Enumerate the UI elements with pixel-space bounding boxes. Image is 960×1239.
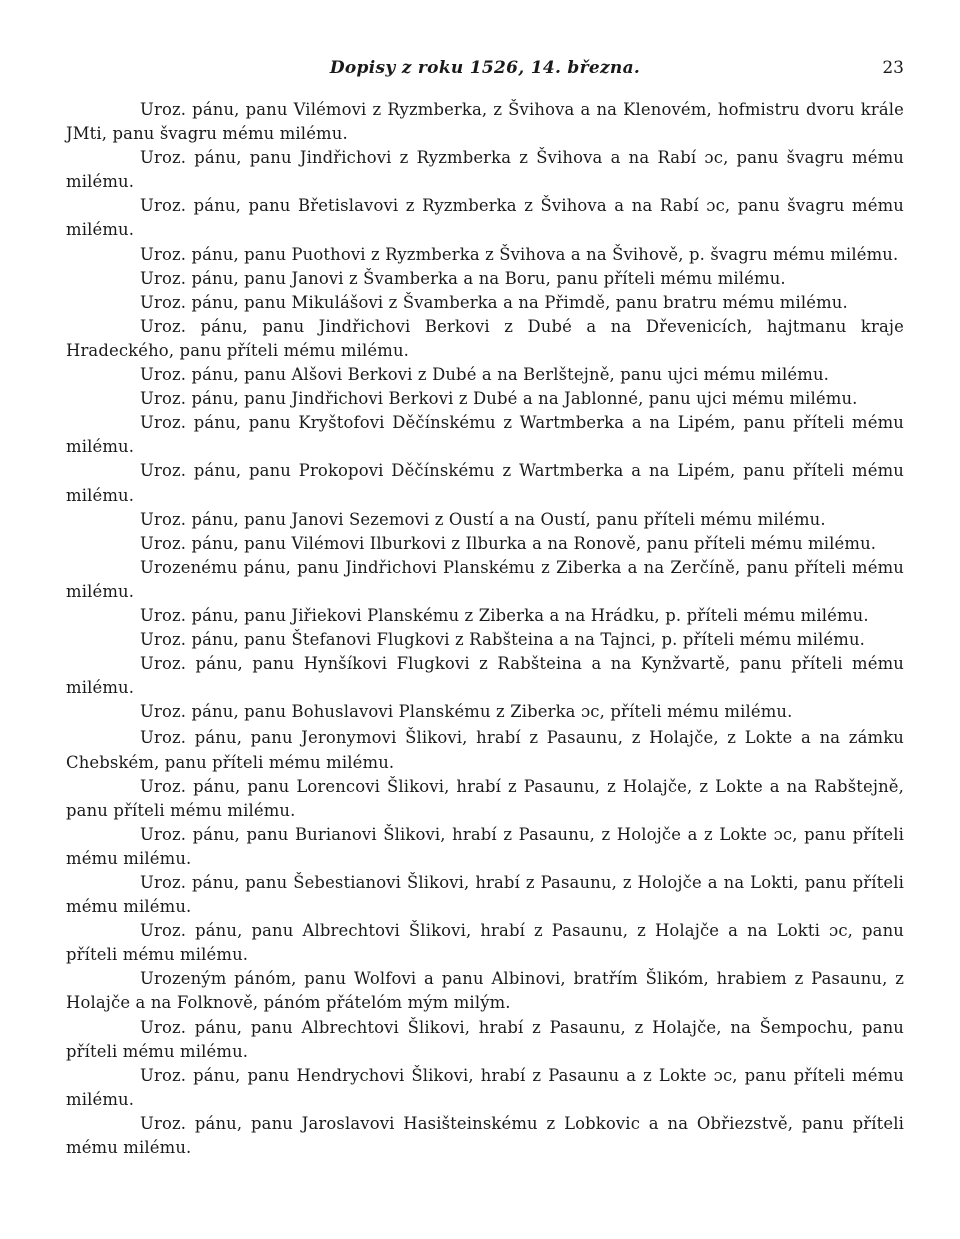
address-entry: Uroz. pánu, panu Jindřichovi z Ryzmberka z Švihova a na Rabí ɔc, panu švagru mému milému.	[66, 148, 904, 192]
address-entry: Uroz. pánu, panu Vilémovi Ilburkovi z Ilburka a na Ronově, panu příteli mému milému.	[140, 533, 877, 553]
address-entry: Uroz. pánu, panu Jiřiekovi Planskému z Ziberka a na Hrádku, p. příteli mému milému.	[140, 605, 869, 625]
address-entry: Uroz. pánu, panu Mikulášovi z Švamberka a na Přimdě, panu bratru mému milému.	[140, 292, 848, 312]
address-entry: Uroz. pánu, panu Kryštofovi Děčínskému z Wartmberka a na Lipém, panu příteli mému milému.	[66, 413, 904, 457]
address-entry: Urozeným pánóm, panu Wolfovi a panu Albinovi, bratřím Šlikóm, hrabiem z Pasaunu, z Holajče a na Folknově, pánóm přátelóm mým milým.	[66, 969, 904, 1013]
letter-addresses	[66, 98, 904, 1160]
address-entry: Uroz. pánu, panu Puothovi z Ryzmberka z Švihova a na Švihově, p. švagru mému milému.	[140, 244, 899, 264]
address-entry: Uroz. pánu, panu Prokopovi Děčínskému z Wartmberka a na Lipém, panu příteli mému milému.	[66, 461, 904, 505]
page-number: 23	[882, 58, 904, 78]
address-entry: Uroz. pánu, panu Janovi Sezemovi z Oustí a na Oustí, panu příteli mému milému.	[140, 509, 826, 529]
address-entry: Uroz. pánu, panu Štefanovi Flugkovi z Rabšteina a na Tajnci, p. příteli mému milému.	[140, 630, 866, 650]
address-entry: Uroz. pánu, panu Jindřichovi Berkovi z Dubé a na Jablonné, panu ujci mému milému.	[140, 389, 858, 409]
running-title: Dopisy z roku 1526, 14. března.	[329, 58, 641, 78]
address-entry: Uroz. pánu, panu Albrechtovi Šlikovi, hrabí z Pasaunu, z Holajče, na Šempochu, panu příteli mému milému.	[66, 1017, 904, 1061]
address-entry: Uroz. pánu, panu Burianovi Šlikovi, hrabí z Pasaunu, z Holojče a z Lokte ɔc, panu příteli mému milému.	[66, 824, 904, 868]
address-entry: Uroz. pánu, panu Albrechtovi Šlikovi, hrabí z Pasaunu, z Holajče a na Lokti ɔc, panu příteli mému milému.	[66, 921, 904, 965]
address-entry: Uroz. pánu, panu Šebestianovi Šlikovi, hrabí z Pasaunu, z Holojče a na Lokti, panu příteli mému milému.	[66, 873, 904, 917]
address-entry: Uroz. pánu, panu Bohuslavovi Planskému z Ziberka ɔc, příteli mému milému.	[140, 702, 793, 722]
address-entry: Uroz. pánu, panu Břetislavovi z Ryzmberka z Švihova a na Rabí ɔc, panu švagru mému milému.	[66, 196, 904, 240]
address-entry: Uroz. pánu, panu Jindřichovi Berkovi z Dubé a na Dřevenicích, hajtmanu kraje Hradeckého, panu příteli mému milému.	[66, 316, 904, 360]
address-entry: Urozenému pánu, panu Jindřichovi Planskému z Ziberka a na Zerčíně, panu příteli mému milému.	[66, 557, 904, 601]
address-entry: Uroz. pánu, panu Vilémovi z Ryzmberka, z Švihova a na Klenovém, hofmistru dvoru krále JMti, panu švagru mému milému.	[66, 100, 904, 144]
address-entry: Uroz. pánu, panu Janovi z Švamberka a na Boru, panu příteli mému milému.	[140, 268, 786, 288]
address-entry: Uroz. pánu, panu Hynšíkovi Flugkovi z Rabšteina a na Kynžvartě, panu příteli mému milému.	[66, 654, 904, 698]
address-entry: Uroz. pánu, panu Jeronymovi Šlikovi, hrabí z Pasaunu, z Holajče, z Lokte a na zámku Chebském, panu příteli mému milému.	[66, 728, 904, 772]
address-entry: Uroz. pánu, panu Alšovi Berkovi z Dubé a na Berlštejně, panu ujci mému milému.	[140, 365, 830, 385]
address-entry: Uroz. pánu, panu Jaroslavovi Hasišteinskému z Lobkovic a na Obřiezstvě, panu příteli mému milému.	[66, 1113, 904, 1158]
page-header	[66, 58, 904, 86]
address-entry: Uroz. pánu, panu Lorencovi Šlikovi, hrabí z Pasaunu, z Holajče, z Lokte a na Rabštejně, panu příteli mému milému.	[66, 776, 904, 820]
address-entry: Uroz. pánu, panu Hendrychovi Šlikovi, hrabí z Pasaunu a z Lokte ɔc, panu příteli mému milému.	[66, 1065, 904, 1109]
